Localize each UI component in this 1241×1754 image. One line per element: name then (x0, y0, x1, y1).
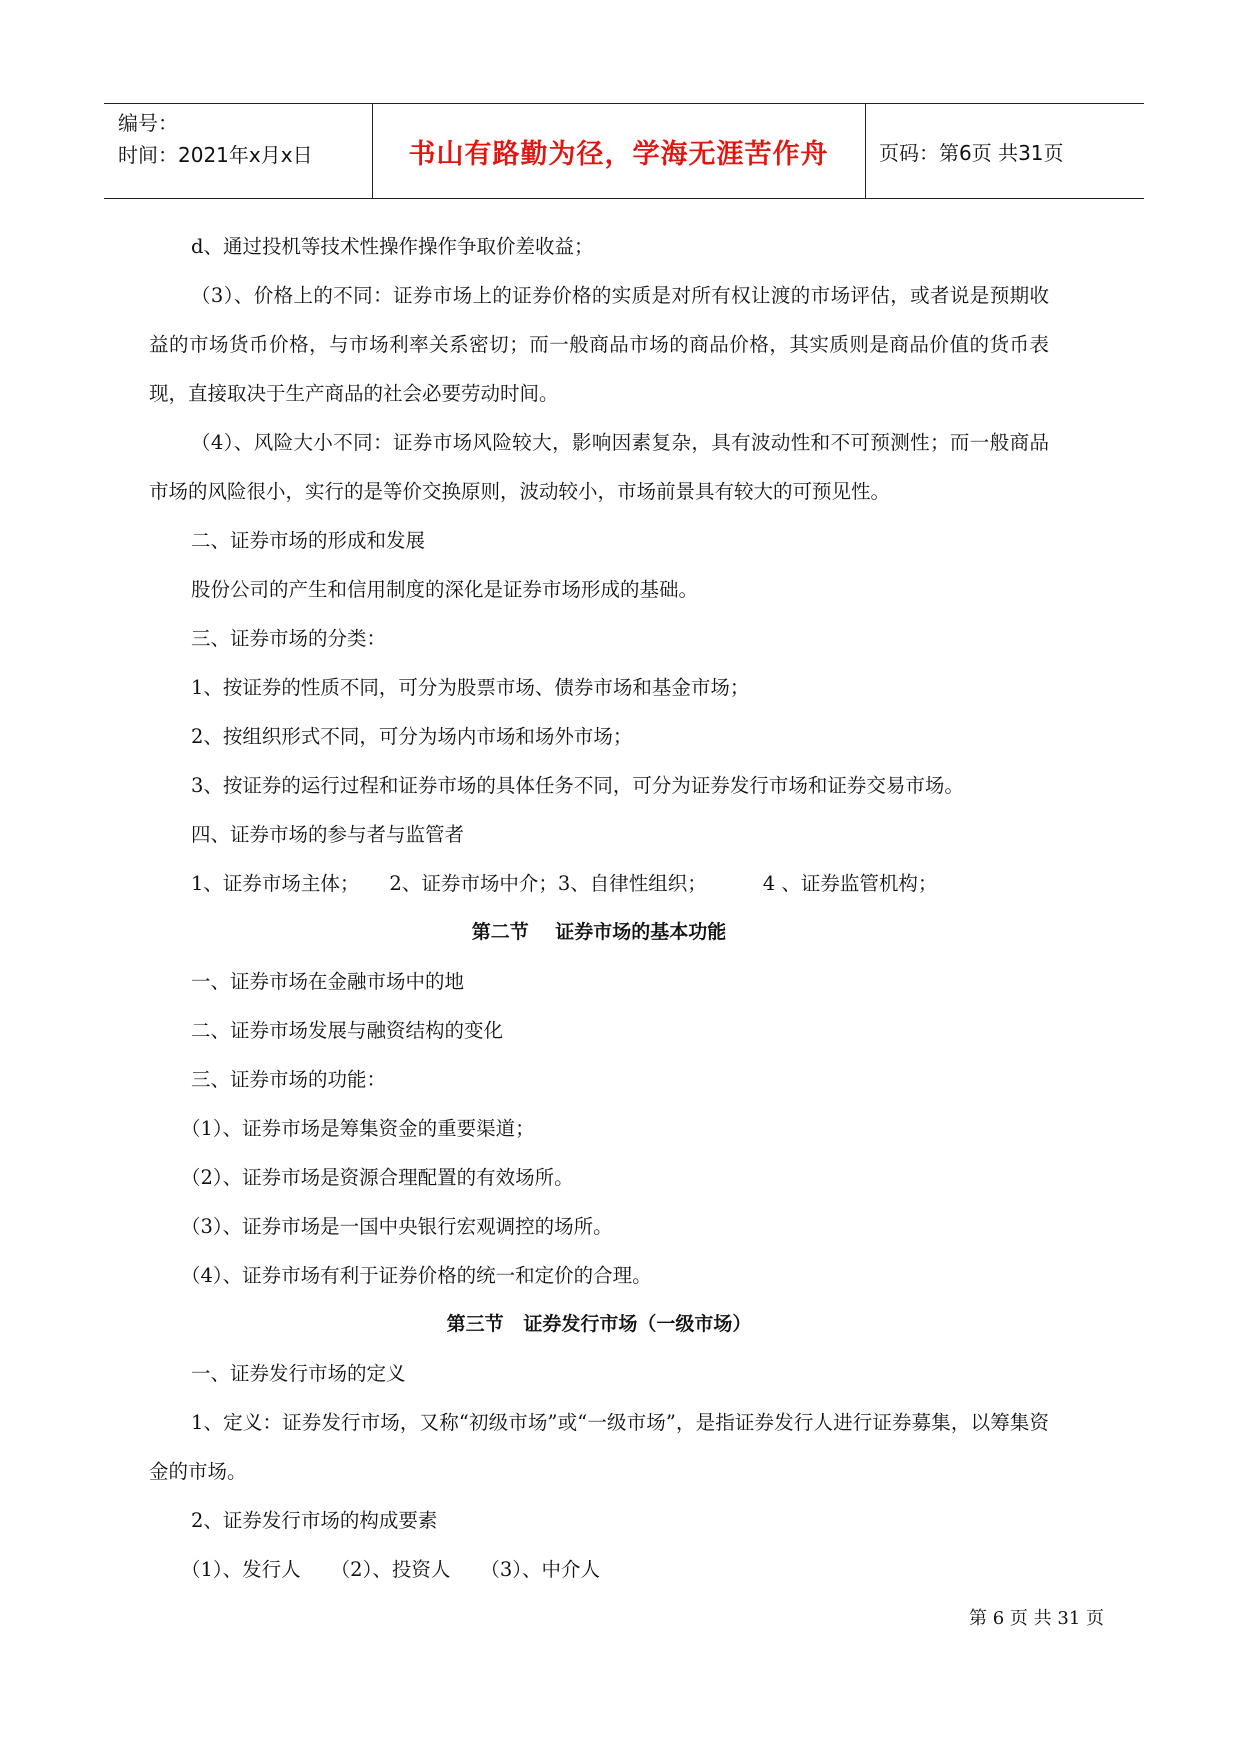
list-item: 2、按组织形式不同，可分为场内市场和场外市场； (191, 725, 633, 748)
list-item: （3）、中介人 (480, 1558, 601, 1581)
chapter-heading: 第三节 证券发行市场（一级市场） (446, 1313, 752, 1335)
section-heading: 一、证券市场在金融市场中的地 (191, 970, 465, 993)
section-heading: 四、证券市场的参与者与监管者 (191, 823, 465, 846)
section-heading: 2、证券发行市场的构成要素 (191, 1509, 438, 1532)
section-heading: 二、证券市场发展与融资结构的变化 (191, 1019, 504, 1042)
list-item: 2、证券市场中介；3、自律性组织； (389, 872, 707, 895)
document-body (149, 222, 1049, 1594)
list-item: 4 、证券监管机构； (762, 872, 938, 895)
page-footer: 第 6 页 共 31 页 (969, 1608, 1104, 1629)
list-item: （3）、证券市场是一国中央银行宏观调控的场所。 (181, 1215, 613, 1238)
section-heading: 二、证券市场的形成和发展 (191, 529, 426, 552)
motto: 书山有路勤为径，学海无涯苦作舟 (408, 138, 829, 170)
list-line (149, 1545, 1049, 1594)
list-item: （1）、发行人 (181, 1558, 301, 1581)
header-motto-cell (372, 104, 866, 198)
list-item: 1、按证券的性质不同，可分为股票市场、债券市场和基金市场； (191, 676, 750, 699)
section-heading: 三、证券市场的分类： (191, 627, 387, 650)
serial-label: 编号： (118, 111, 178, 135)
list-item: （2）、投资人 (330, 1558, 451, 1581)
list-item: 3、按证券的运行过程和证券市场的具体任务不同，可分为证券发行市场和证券交易市场。 (191, 774, 964, 797)
section-heading: 三、证券市场的功能： (191, 1068, 387, 1091)
paragraph: d、通过投机等技术性操作操作争取价差收益； (191, 235, 594, 258)
section-heading: 一、证券发行市场的定义 (191, 1362, 406, 1385)
header-page-cell (865, 104, 1144, 198)
page-header (104, 103, 1144, 199)
list-item: （2）、证券市场是资源合理配置的有效场所。 (181, 1166, 574, 1189)
paragraph: 股份公司的产生和信用制度的深化是证券市场形成的基础。 (191, 578, 699, 601)
list-item: （4）、证券市场有利于证券价格的统一和定价的合理。 (181, 1264, 652, 1287)
list-item: 1、证券市场主体； (191, 872, 360, 895)
paragraph: （4）、风险大小不同：证券市场风险较大，影响因素复杂，具有波动性和不可预测性；而一般商品市场的风险很小，实行的是等价交换原则，波动较小，市场前景具有较大的可预见性。 (149, 431, 1049, 503)
paragraph: 1、定义：证券发行市场，又称“初级市场”或“一级市场”，是指证券发行人进行证券募集，以筹集资金的市场。 (149, 1411, 1049, 1483)
time-label: 时间：2021年x月x日 (118, 143, 313, 167)
list-item: （1）、证券市场是筹集资金的重要渠道； (181, 1117, 535, 1140)
chapter-heading: 第二节 证券市场的基本功能 (471, 921, 727, 943)
page-info: 页码：第6页 共31页 (879, 140, 1064, 165)
header-meta-cell (104, 104, 373, 198)
paragraph: （3）、价格上的不同：证券市场上的证券价格的实质是对所有权让渡的市场评估，或者说是预期收益的市场货币价格，与市场利率关系密切；而一般商品市场的商品价格，其实质则是商品价值的货币表现，直接取决于生产商品的社会必要劳动时间。 (149, 284, 1049, 405)
list-line (149, 859, 1049, 908)
